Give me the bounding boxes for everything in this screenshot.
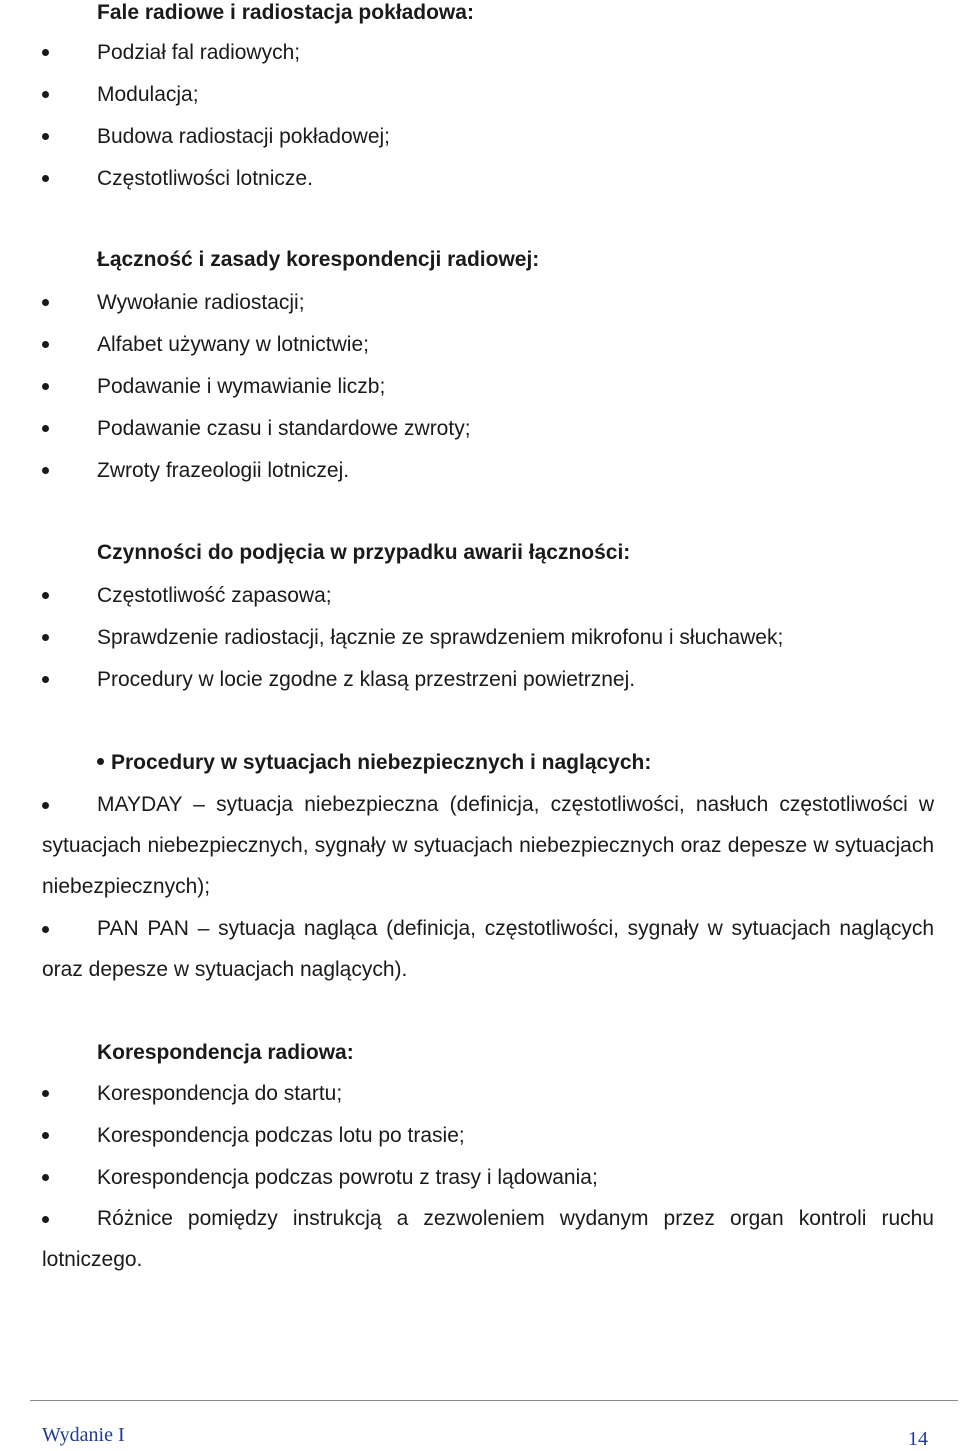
paragraph-pan-pan: PAN PAN – sytuacja nagląca (definicja, częstotliwości, sygnały w sytuacjach naglących oraz depesze w sytuacjach naglących). <box>42 917 934 981</box>
page-number: 14 <box>908 1428 928 1450</box>
bullet-icon <box>42 425 49 432</box>
section-heading-radio-correspondence: Korespondencja radiowa: <box>97 1041 354 1064</box>
list-item: Korespondencja podczas lotu po trasie; <box>97 1124 465 1147</box>
section-heading-comm-failure: Czynności do podjęcia w przypadku awarii łączności: <box>97 541 631 564</box>
list-item: Alfabet używany w lotnictwie; <box>97 333 369 356</box>
bullet-icon <box>42 1132 49 1139</box>
bullet-icon <box>42 467 49 474</box>
footer-divider <box>30 1400 958 1401</box>
list-item: Podawanie i wymawianie liczb; <box>97 375 386 398</box>
paragraph-differences: Różnice pomiędzy instrukcją a zezwoleniem wydanym przez organ kontroli ruchu lotniczego. <box>42 1207 934 1271</box>
list-item: Procedury w locie zgodne z klasą przestrzeni powietrznej. <box>97 668 636 691</box>
bullet-icon <box>42 592 49 599</box>
bullet-icon <box>42 175 49 182</box>
bullet-icon <box>97 758 104 765</box>
bullet-icon <box>42 676 49 683</box>
section-heading-radio-waves: Fale radiowe i radiostacja pokładowa: <box>97 1 474 24</box>
section-heading-text: Procedury w sytuacjach niebezpiecznych i naglących: <box>111 751 652 774</box>
list-item: Budowa radiostacji pokładowej; <box>97 125 391 148</box>
list-item: Podział fal radiowych; <box>97 41 301 64</box>
list-item: Korespondencja podczas powrotu z trasy i lądowania; <box>97 1166 598 1189</box>
list-item: Podawanie czasu i standardowe zwroty; <box>97 417 471 440</box>
bullet-icon <box>42 49 49 56</box>
bullet-icon <box>42 634 49 641</box>
footer-edition: Wydanie I <box>42 1424 125 1446</box>
section-heading-radio-correspondence-rules: Łączność i zasady korespondencji radiowej: <box>97 248 540 271</box>
bullet-icon <box>42 91 49 98</box>
list-item: Modulacja; <box>97 83 199 106</box>
bullet-icon <box>42 1174 49 1181</box>
paragraph-mayday: MAYDAY – sytuacja niebezpieczna (definicja, częstotliwości, nasłuch częstotliwości w sytuacjach niebezpiecznych, sygnały w sytuacjach niebezpiecznych oraz depesze w sytuacjach niebezpiecznych); <box>42 793 934 898</box>
list-item: Częstotliwości lotnicze. <box>97 167 313 190</box>
bullet-icon <box>42 383 49 390</box>
list-item: Wywołanie radiostacji; <box>97 291 305 314</box>
list-item: Częstotliwość zapasowa; <box>97 584 332 607</box>
bullet-icon <box>42 341 49 348</box>
bullet-icon <box>42 299 49 306</box>
section-heading-emergency-procedures <box>97 750 651 776</box>
list-item: Korespondencja do startu; <box>97 1082 343 1105</box>
list-item: Sprawdzenie radiostacji, łącznie ze sprawdzeniem mikrofonu i słuchawek; <box>97 626 784 649</box>
bullet-icon <box>42 133 49 140</box>
bullet-icon <box>42 1090 49 1097</box>
list-item: Zwroty frazeologii lotniczej. <box>97 459 350 482</box>
